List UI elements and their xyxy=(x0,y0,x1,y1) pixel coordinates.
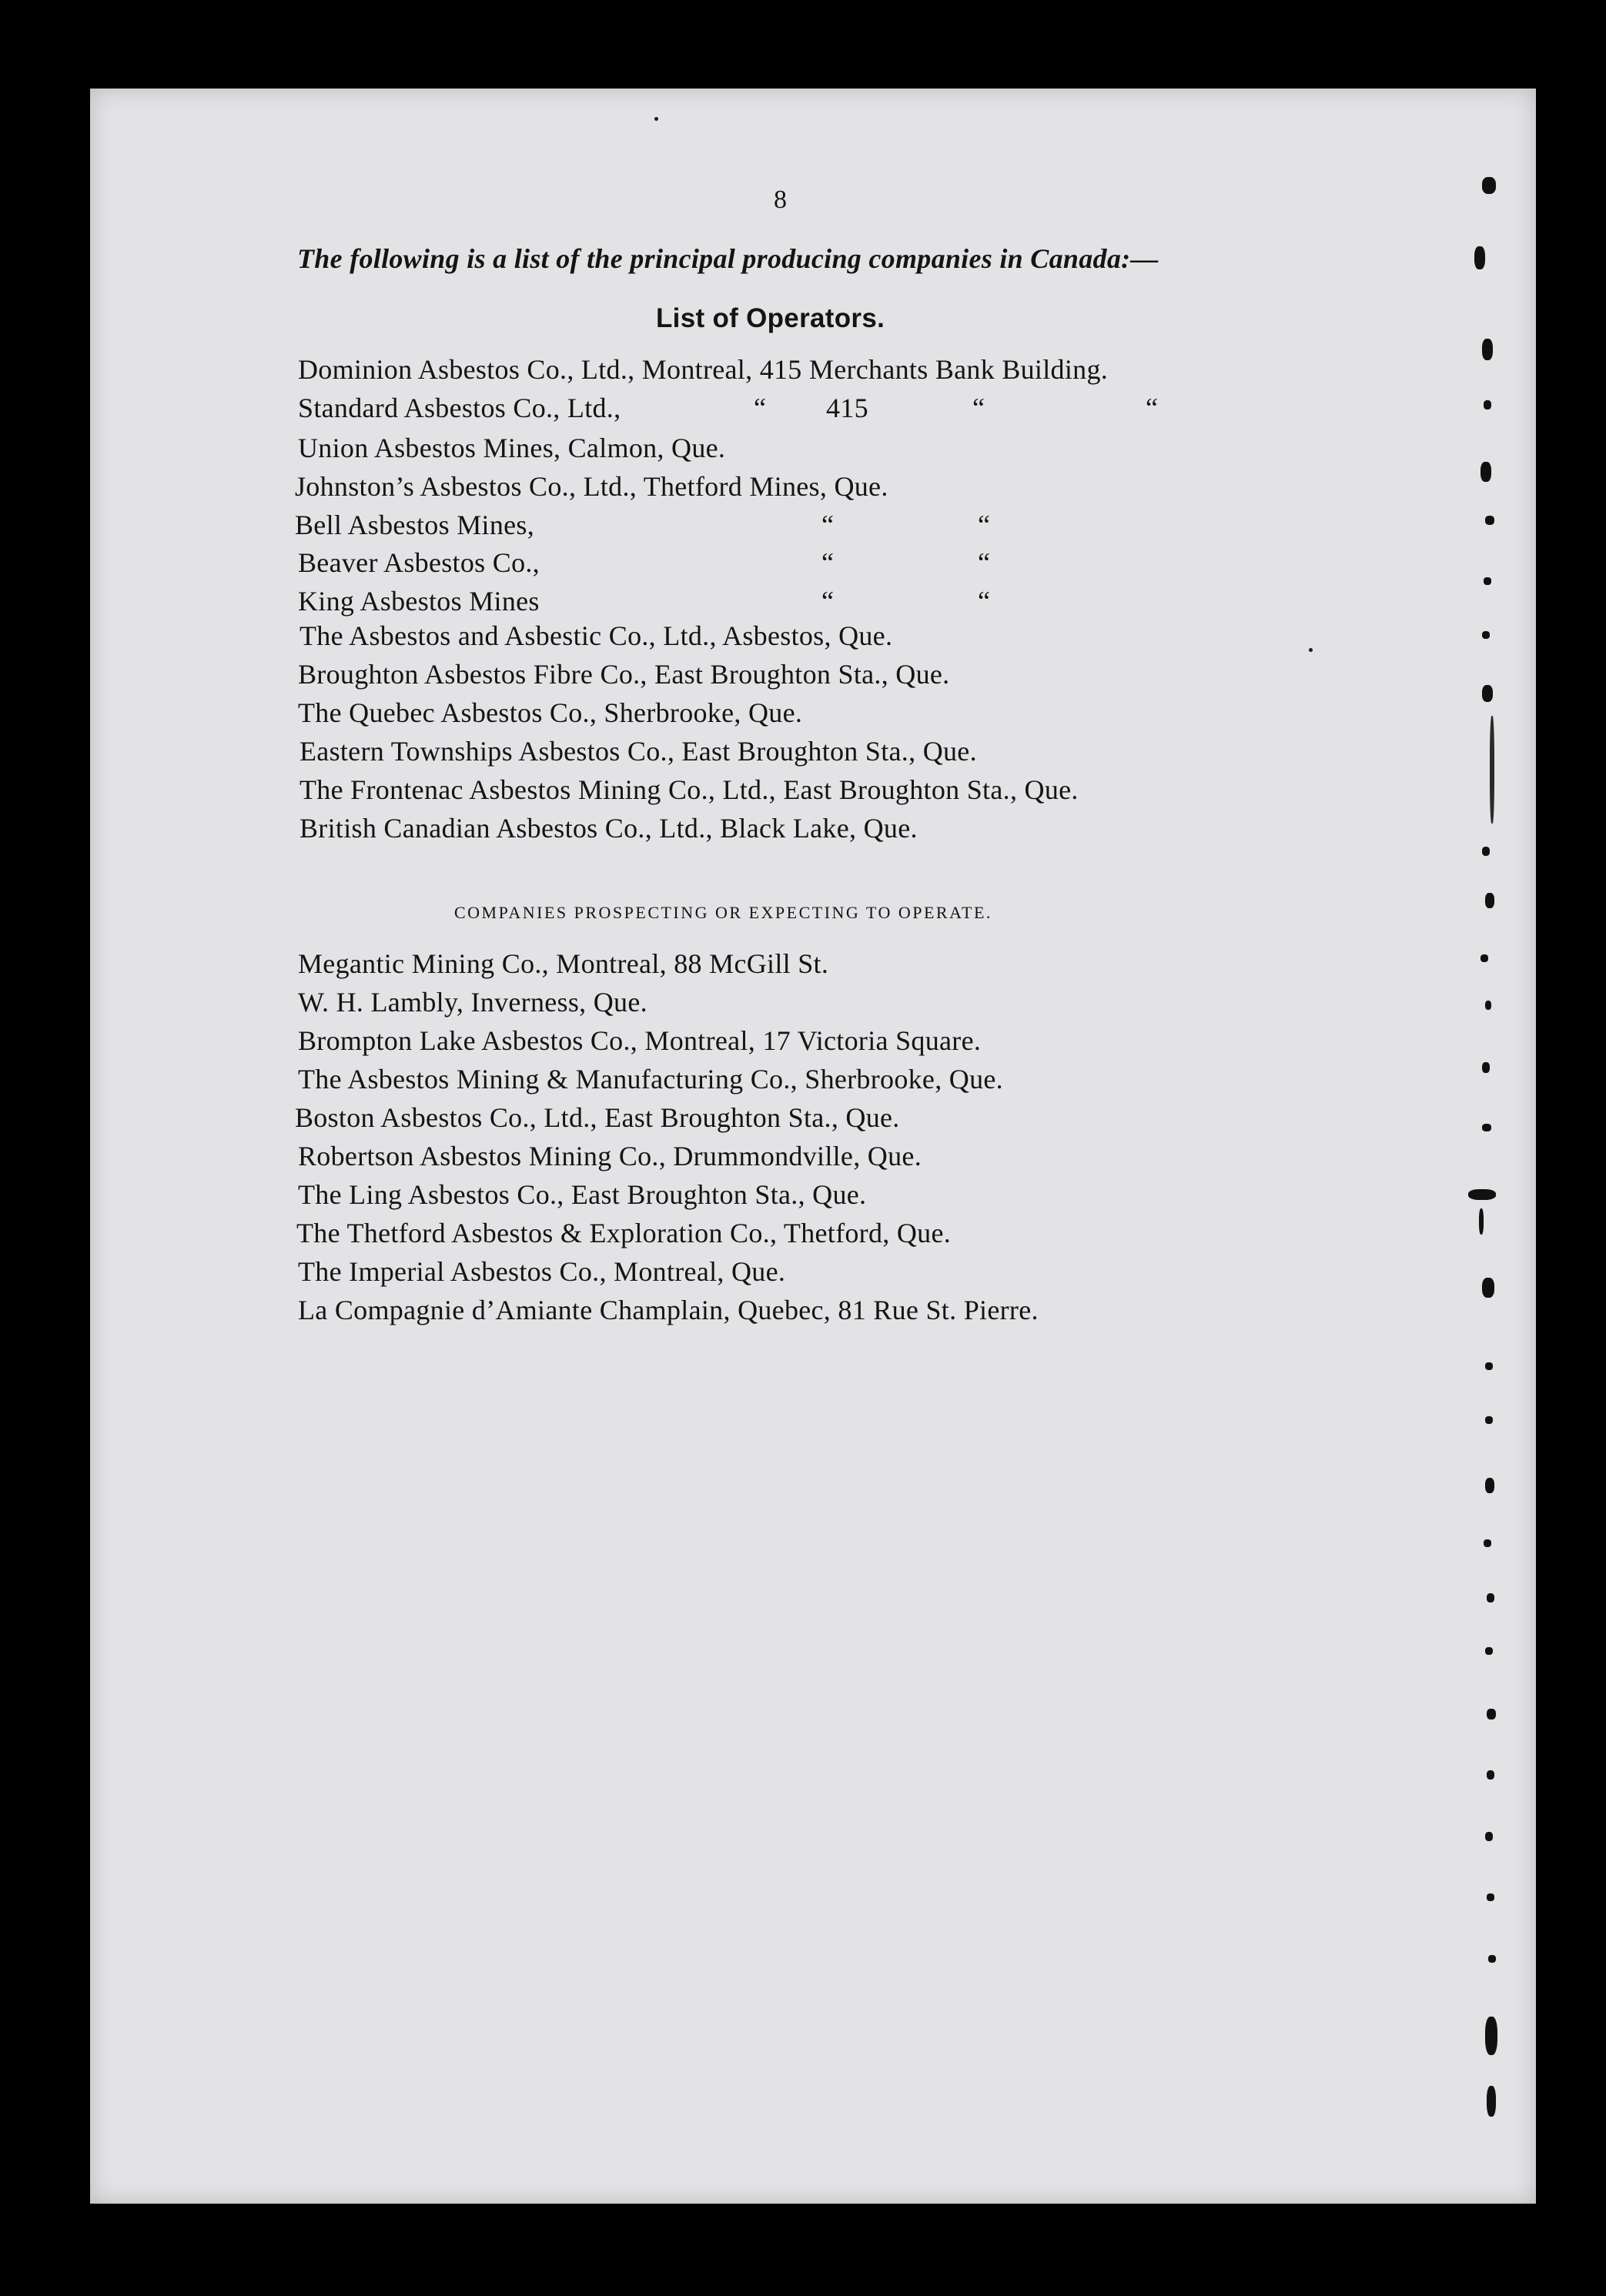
operator-entry: Broughton Asbestos Fibre Co., East Broughton Sta., Que. xyxy=(298,659,950,690)
prospecting-entry: Brompton Lake Asbestos Co., Montreal, 17 Victoria Square. xyxy=(298,1025,982,1056)
operator-entry: The Frontenac Asbestos Mining Co., Ltd., East Broughton Sta., Que. xyxy=(299,774,1079,805)
operator-entry: The Quebec Asbestos Co., Sherbrooke, Que. xyxy=(298,697,803,728)
prospecting-entry: Megantic Mining Co., Montreal, 88 McGill St. xyxy=(298,948,829,979)
prospecting-entry: Boston Asbestos Co., Ltd., East Broughton Sta., Que. xyxy=(295,1102,900,1133)
prospecting-entry: The Thetford Asbestos & Exploration Co., Thetford, Que. xyxy=(296,1218,952,1248)
ditto-mark: “ xyxy=(821,510,835,540)
operator-entry: Eastern Townships Asbestos Co., East Broughton Sta., Que. xyxy=(299,736,977,767)
intro-sentence: The following is a list of the principal producing companies in Canada:— xyxy=(297,243,1159,274)
operator-entry-ditto xyxy=(298,587,1068,618)
prospecting-entry: The Imperial Asbestos Co., Montreal, Que. xyxy=(298,1256,786,1287)
ditto-mark: “ xyxy=(821,586,835,617)
operator-name: Standard Asbestos Co., Ltd., xyxy=(298,393,621,423)
operator-entry-ditto xyxy=(295,511,1065,542)
prospecting-entry: The Ling Asbestos Co., East Broughton Sta., Que. xyxy=(298,1179,867,1210)
operator-name: Bell Asbestos Mines, xyxy=(295,510,535,540)
ditto-mark: “ xyxy=(972,393,985,423)
operator-entry: Dominion Asbestos Co., Ltd., Montreal, 415 Merchants Bank Building. xyxy=(298,354,1109,385)
binding-edge-marks xyxy=(1467,154,1536,2117)
operator-entry: Union Asbestos Mines, Calmon, Que. xyxy=(298,433,726,463)
operator-entry: Johnston’s Asbestos Co., Ltd., Thetford Mines, Que. xyxy=(295,471,888,502)
prospecting-entry: La Compagnie d’Amiante Champlain, Quebec, 81 Rue St. Pierre. xyxy=(298,1295,1039,1325)
operator-entry-ditto xyxy=(298,394,1222,425)
operator-name: Beaver Asbestos Co., xyxy=(298,547,540,578)
dust-speck xyxy=(1309,648,1313,652)
prospecting-entry: Robertson Asbestos Mining Co., Drummondville, Que. xyxy=(298,1141,922,1171)
operator-number: 415 xyxy=(826,393,868,423)
prospecting-entry: W. H. Lambly, Inverness, Que. xyxy=(298,987,647,1018)
ditto-mark: “ xyxy=(978,547,991,578)
operator-entry: The Asbestos and Asbestic Co., Ltd., Asbestos, Que. xyxy=(299,620,893,651)
ditto-mark: “ xyxy=(978,586,991,617)
prospecting-heading: COMPANIES PROSPECTING OR EXPECTING TO OPERATE. xyxy=(454,903,992,922)
page-number: 8 xyxy=(774,185,788,214)
operator-entry-ditto xyxy=(298,549,1068,580)
operator-name: King Asbestos Mines xyxy=(298,586,540,617)
operator-entry: British Canadian Asbestos Co., Ltd., Black Lake, Que. xyxy=(299,813,918,844)
operators-heading: List of Operators. xyxy=(656,303,885,333)
dust-speck xyxy=(654,117,658,121)
ditto-mark: “ xyxy=(821,547,835,578)
ditto-mark: “ xyxy=(754,393,767,423)
ditto-mark: “ xyxy=(1146,393,1159,423)
ditto-mark: “ xyxy=(978,510,991,540)
prospecting-entry: The Asbestos Mining & Manufacturing Co., Sherbrooke, Que. xyxy=(298,1064,1003,1095)
